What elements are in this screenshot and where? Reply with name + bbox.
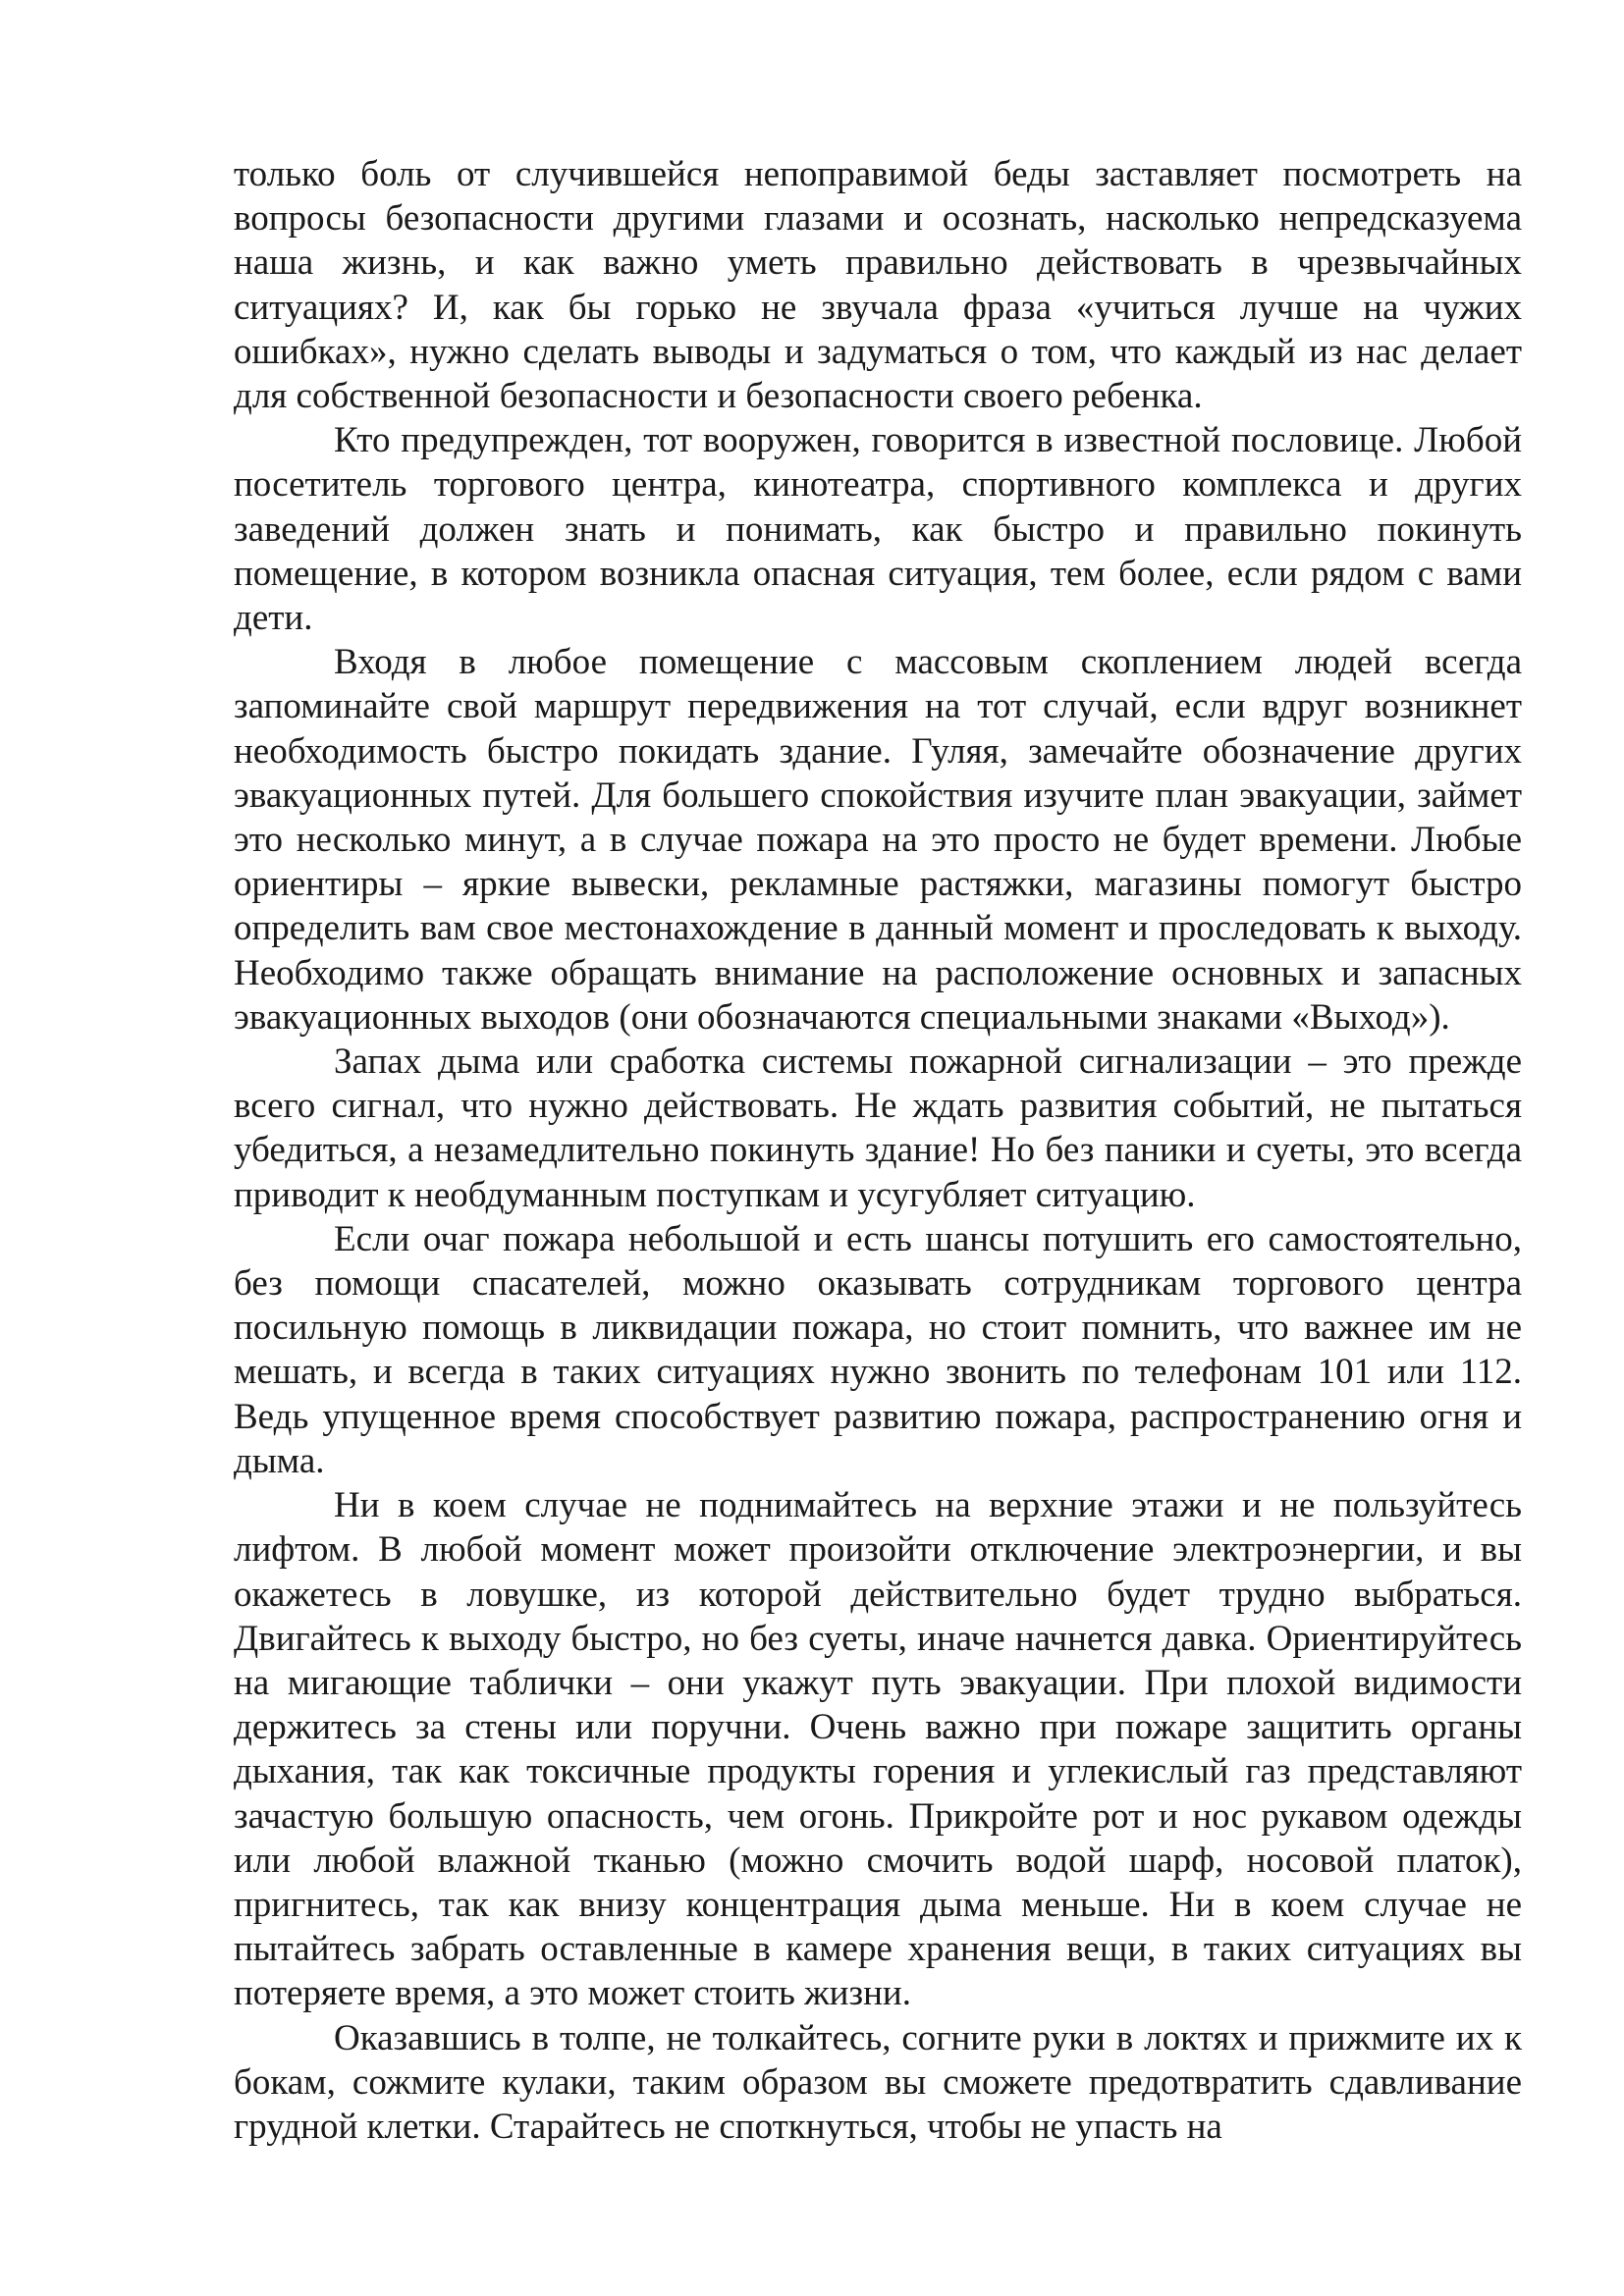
paragraph: только боль от случившейся непоправимой беды заставляет посмотреть на вопросы безопасности другими глазами и осознать, насколько непредсказуема наша жизнь, и как важно уметь правильно действовать в чрезвычайных ситуациях? И, как бы горько не звучала фраза «учиться лучше на чужих ошибках», нужно сделать выводы и задуматься о том, что каждый из нас делает для собственной безопасности и безопасности своего ребенка. xyxy=(234,154,1522,417)
paragraph: Входя в любое помещение с массовым скоплением людей всегда запоминайте свой маршрут передвижения на тот случай, если вдруг возникнет необходимость быстро покидать здание. Гуляя, замечайте обозначение других эвакуационных путей. Для большего спокойствия изучите план эвакуации, займет это несколько минут, а в случае пожара на это просто не будет времени. Любые ориентиры – яркие вывески, рекламные растяжки, магазины помогут быстро определить вам свое местонахождение в данный момент и проследовать к выходу. Необходимо также обращать внимание на расположение основных и запасных эвакуационных выходов (они обозначаются специальными знаками «Выход»). xyxy=(234,642,1522,1038)
paragraph: Если очаг пожара небольшой и есть шансы потушить его самостоятельно, без помощи спасателей, можно оказывать сотрудникам торгового центра посильную помощь в ликвидации пожара, но стоит помнить, что важнее им не мешать, и всегда в таких ситуациях нужно звонить по телефонам 101 или 112. Ведь упущенное время способствует развитию пожара, распространению огня и дыма. xyxy=(234,1218,1522,1481)
body-text xyxy=(234,152,1522,2149)
paragraph: Ни в коем случае не поднимайтесь на верхние этажи и не пользуйтесь лифтом. В любой момент может произойти отключение электроэнергии, и вы окажетесь в ловушке, из которой действительно будет трудно выбраться. Двигайтесь к выходу быстро, но без суеты, иначе начнется давка. Ориентируйтесь на мигающие таблички – они укажут путь эвакуации. При плохой видимости держитесь за стены или поручни. Очень важно при пожаре защитить органы дыхания, так как токсичные продукты горения и углекислый газ представляют зачастую большую опасность, чем огонь. Прикройте рот и нос рукавом одежды или любой влажной тканью (можно смочить водой шарф, носовой платок), пригнитесь, так как внизу концентрация дыма меньше. Ни в коем случае не пытайтесь забрать оставленные в камере хранения вещи, в таких ситуациях вы потеряете время, а это может стоить жизни. xyxy=(234,1485,1522,2014)
paragraph: Кто предупрежден, тот вооружен, говорится в известной пословице. Любой посетитель торгового центра, кинотеатра, спортивного комплекса и других заведений должен знать и понимать, как быстро и правильно покинуть помещение, в котором возникла опасная ситуация, тем более, если рядом с вами дети. xyxy=(234,420,1522,639)
paragraph: Оказавшись в толпе, не толкайтесь, согните руки в локтях и прижмите их к бокам, сожмите кулаки, таким образом вы сможете предотвратить сдавливание грудной клетки. Старайтесь не споткнуться, чтобы не упасть на xyxy=(234,2017,1522,2147)
paragraph: Запах дыма или сработка системы пожарной сигнализации – это прежде всего сигнал, что нужно действовать. Не ждать развития событий, не пытаться убедиться, а незамедлительно покинуть здание! Но без паники и суеты, это всегда приводит к необдуманным поступкам и усугубляет ситуацию. xyxy=(234,1041,1522,1215)
